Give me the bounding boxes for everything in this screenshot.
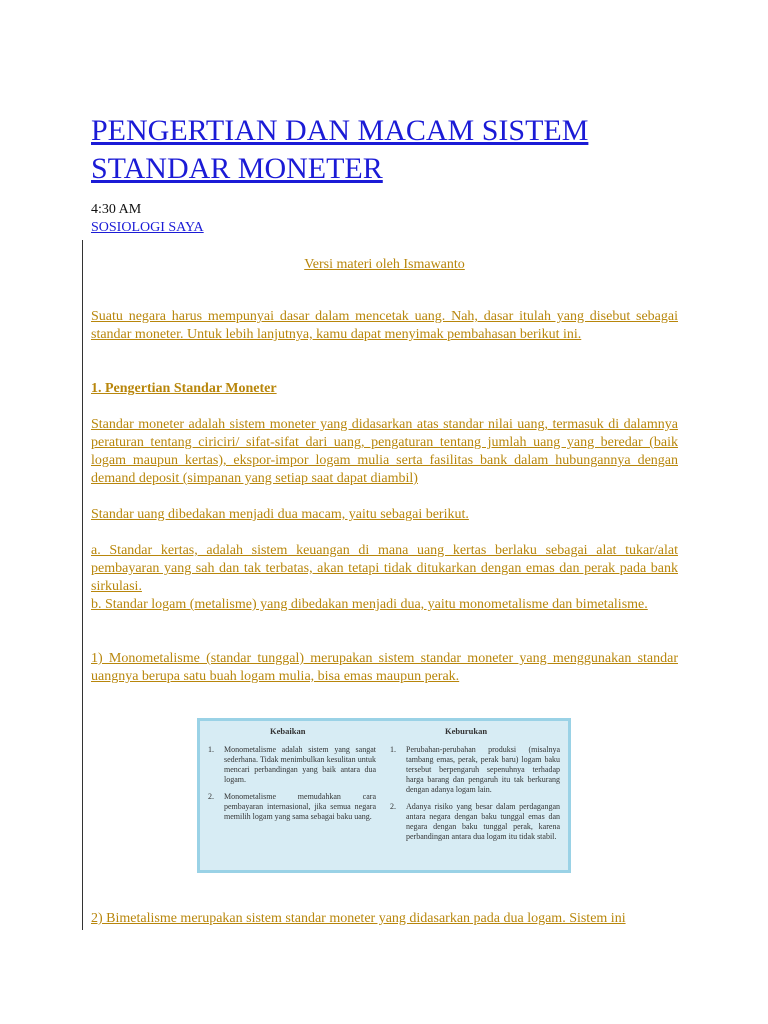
table-header-disadvantages: Keburukan bbox=[445, 726, 488, 736]
list-number: 2. bbox=[208, 792, 214, 801]
list-number: 1. bbox=[390, 745, 396, 754]
list-text: Adanya risiko yang besar dalam perdagangan antara negara dengan baku tunggal emas dan negara dengan baku tunggal perak, karena perbandingan antara dua logam itu tidak stabil. bbox=[406, 802, 560, 841]
list-number: 2. bbox=[390, 802, 396, 811]
table-header-advantages: Kebaikan bbox=[270, 726, 306, 736]
list-number: 1. bbox=[208, 745, 214, 754]
list-item bbox=[390, 802, 560, 842]
list-item bbox=[208, 792, 376, 822]
advantages-column bbox=[208, 745, 376, 829]
paragraph-bimetalism[interactable]: 2) Bimetalisme merupakan sistem standar moneter yang didasarkan pada dua logam. Sistem ini bbox=[91, 911, 626, 926]
list-item bbox=[390, 745, 560, 795]
section-heading-1[interactable]: 1. Pengertian Standar Moneter bbox=[91, 381, 277, 396]
list-text: Perubahan-perubahan produksi (misalnya tambang emas, perak, perak baru) logam baku tersebut berpengaruh sepenuhnya terhadap harga barang dan pengaruh itu tak berkurang dengan adanya logam lain. bbox=[406, 745, 560, 794]
paragraph-types[interactable]: Standar uang dibedakan menjadi dua macam, yaitu sebagai berikut. bbox=[91, 507, 469, 522]
paragraph-paper-standard[interactable]: a. Standar kertas, adalah sistem keuangan di mana uang kertas berlaku sebagai alat tukar/alat pembayaran yang sah dan tak terbatas, akan tetapi tidak ditukarkan dengan emas dan perak pada bank sirkulasi. bbox=[91, 543, 678, 594]
comparison-table-image bbox=[197, 718, 571, 873]
paragraph-monometalism[interactable]: 1) Monometalisme (standar tunggal) merupakan sistem standar moneter yang menggunakan standar uangnya berupa satu buah logam mulia, bisa emas maupun perak. bbox=[91, 651, 678, 684]
paragraph-metal-standard[interactable]: b. Standar logam (metalisme) yang dibedakan menjadi dua, yaitu monometalisme dan bimetalisme. bbox=[91, 597, 648, 612]
author-link[interactable]: SOSIOLOGI SAYA bbox=[91, 220, 204, 235]
intro-paragraph[interactable]: Suatu negara harus mempunyai dasar dalam mencetak uang. Nah, dasar itulah yang disebut sebagai standar moneter. Untuk lebih lanjutnya, kamu dapat menyimak pembahasan berikut ini. bbox=[91, 309, 678, 342]
version-note[interactable]: Versi materi oleh Ismawanto bbox=[304, 257, 465, 272]
post-time: 4:30 AM bbox=[91, 202, 142, 217]
list-text: Monometalisme memudahkan cara pembayaran internasional, jika semua negara memilih logam yang sama sebagai baku uang. bbox=[224, 792, 376, 821]
paragraph-definition[interactable]: Standar moneter adalah sistem moneter yang didasarkan atas standar nilai uang, termasuk di dalamnya peraturan tentang ciriciri/ sifat-sifat dari uang, pengaturan tentang jumlah uang yang beredar (baik logam maupun kertas), ekspor-impor logam mulia serta fasilitas bank dalam hubungannya dengan demand deposit (simpanan yang setiap saat dapat diambil) bbox=[91, 417, 678, 486]
left-border-line bbox=[82, 240, 83, 930]
disadvantages-column bbox=[390, 745, 560, 849]
list-item bbox=[208, 745, 376, 785]
list-text: Monometalisme adalah sistem yang sangat sederhana. Tidak menimbulkan kesulitan untuk mencari perbandingan yang baik antara dua logam. bbox=[224, 745, 376, 784]
page-title[interactable]: PENGERTIAN DAN MACAM SISTEM STANDAR MONETER bbox=[91, 114, 589, 185]
